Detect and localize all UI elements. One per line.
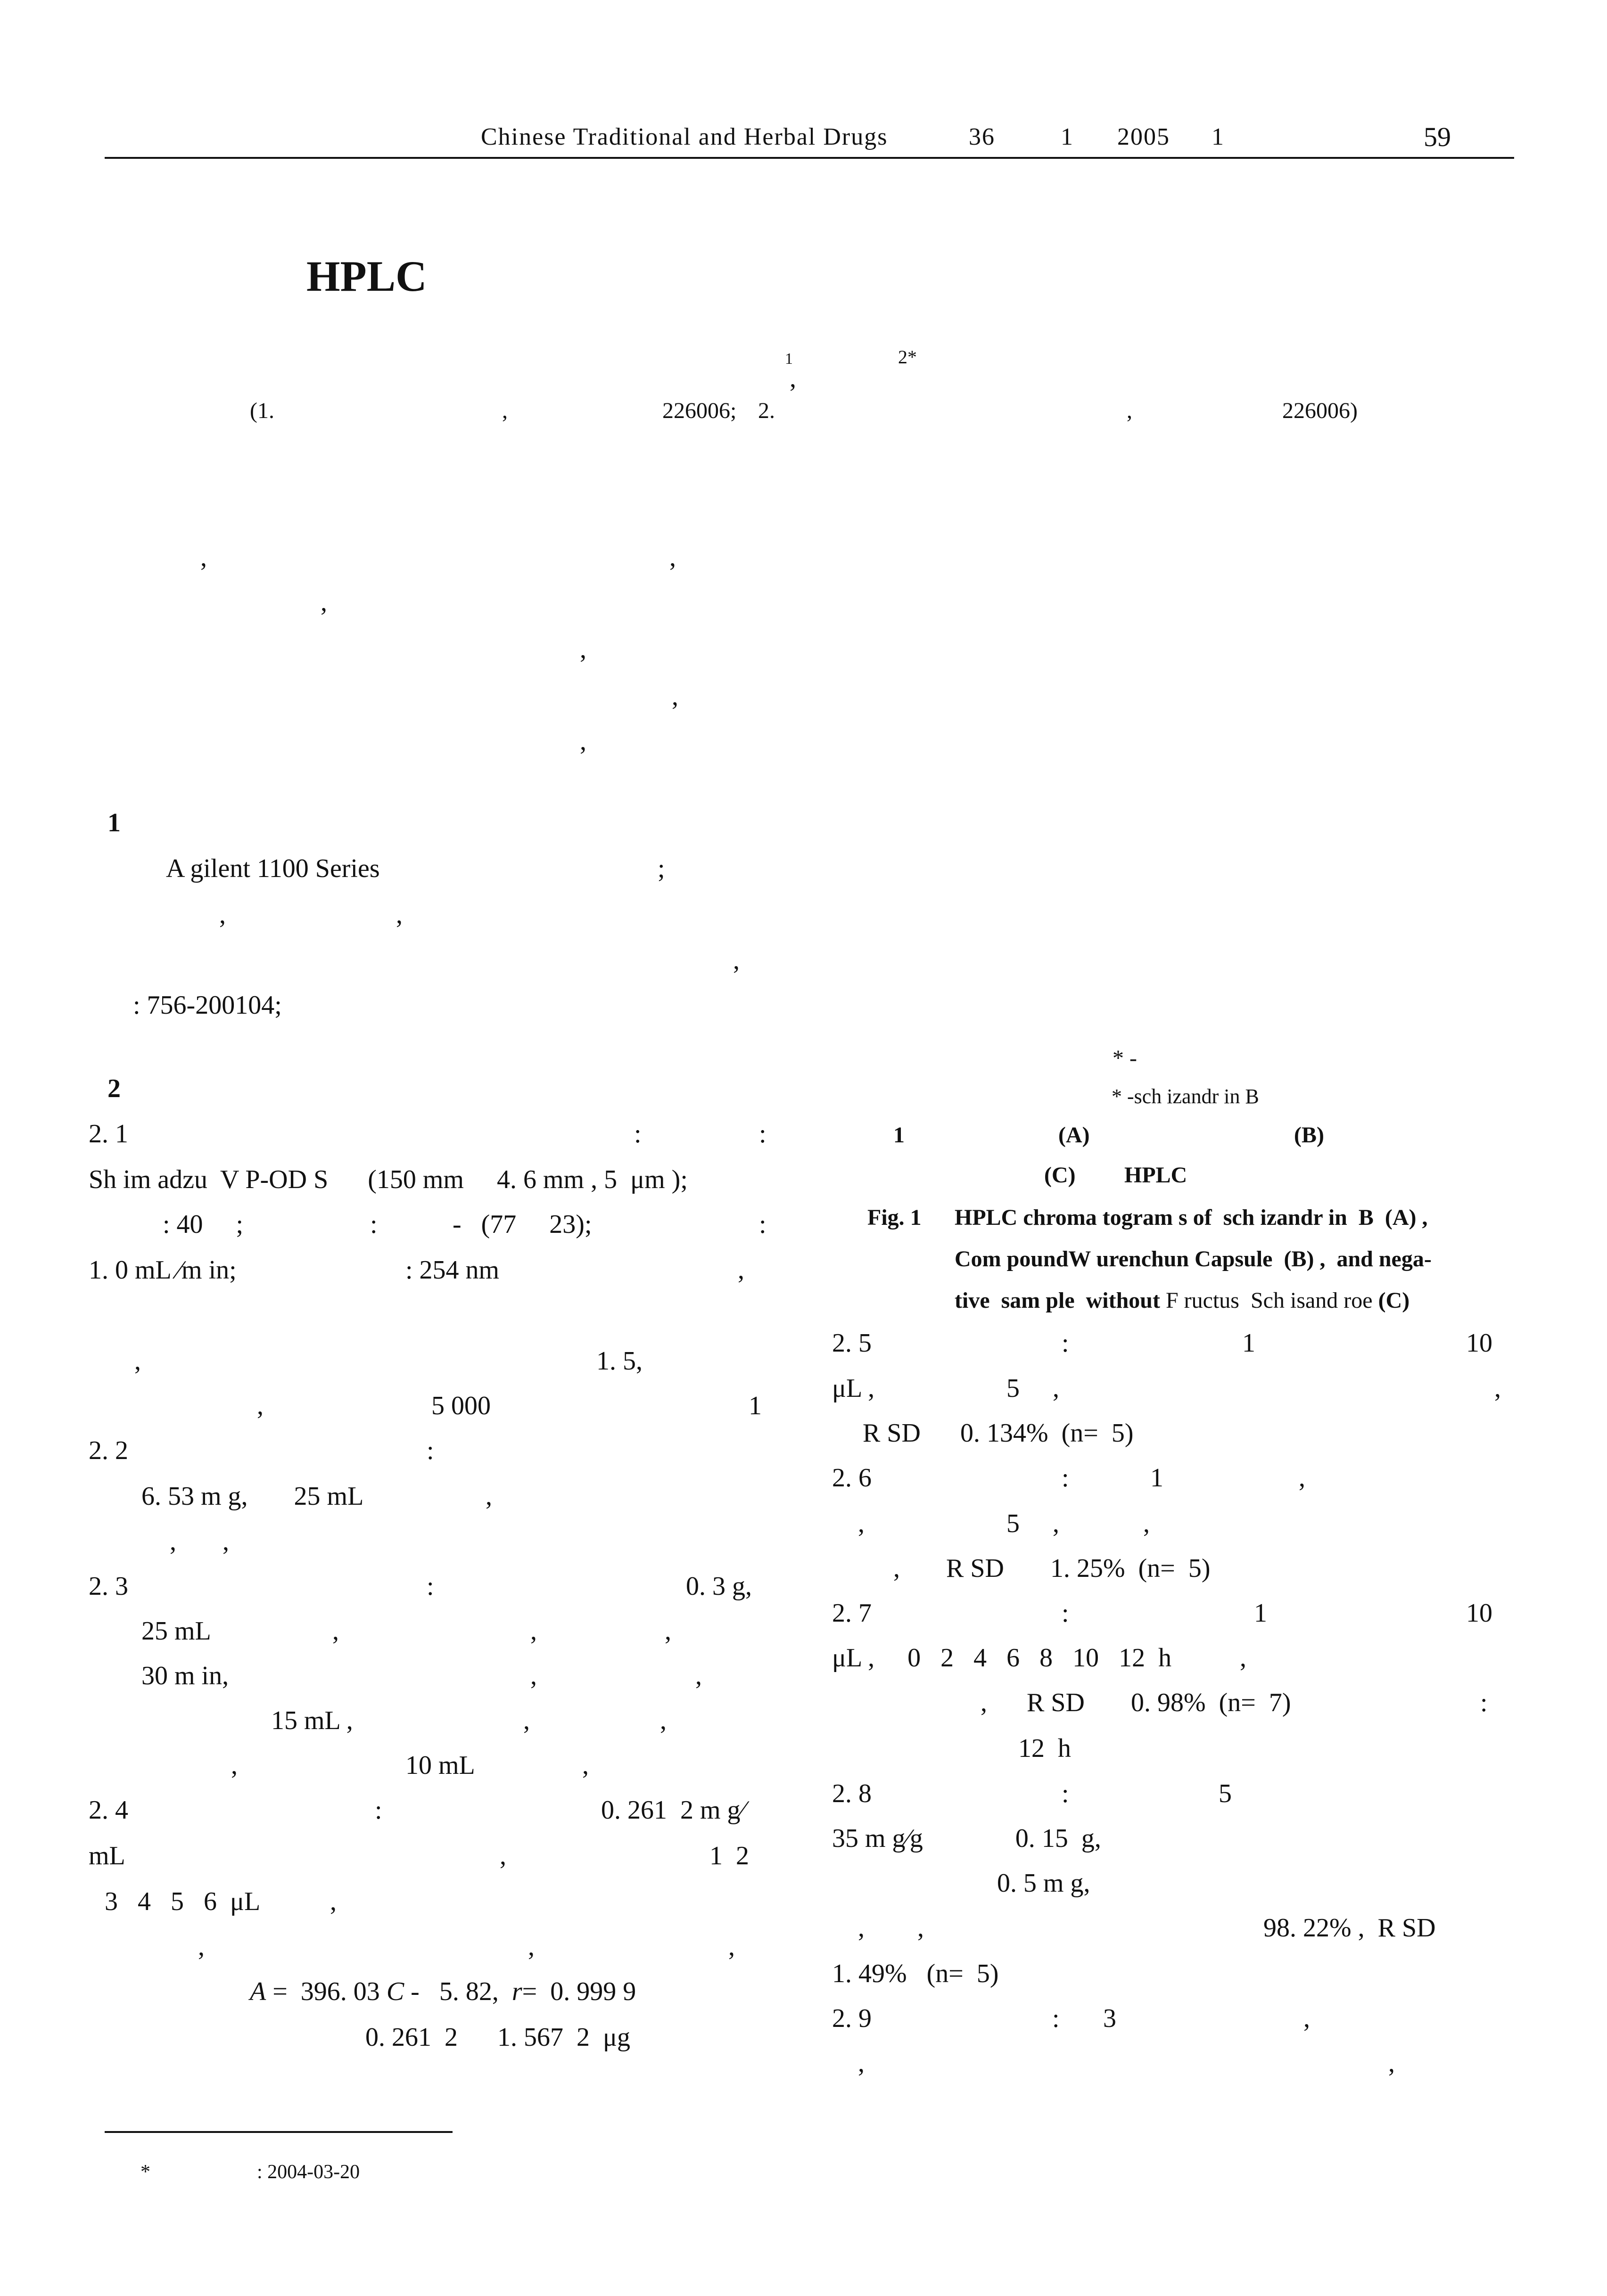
injection-volumes: 3 4 5 6 μL [105, 1887, 261, 1916]
author-sup-1: 1 [785, 350, 793, 368]
author-comma: , [790, 364, 796, 393]
subsection-number: 2. 3 [89, 1572, 128, 1601]
repeat-count: 5 , [1006, 1374, 1059, 1403]
punct: , [733, 946, 740, 975]
volume: 15 mL , [271, 1706, 353, 1735]
punct: , [523, 1706, 530, 1735]
caption-label-b: (B) [1294, 1123, 1324, 1148]
page-number: 59 [1424, 122, 1451, 152]
subsection-number: 2. 2 [89, 1436, 128, 1465]
punct: , [858, 2049, 865, 2078]
footnote-star: * [140, 2161, 150, 2183]
journal-name: Chinese Traditional and Herbal Drugs [481, 123, 888, 150]
eq-part: = 0. 999 9 [522, 1977, 636, 2006]
punct: , [257, 1391, 264, 1420]
punct: , [1240, 1643, 1246, 1673]
affiliation-comma-2: , [1127, 398, 1132, 423]
volume: 25 mL [141, 1616, 211, 1646]
punct: , [728, 1932, 735, 1961]
punct: : [370, 1210, 378, 1239]
rsd-precision: R SD 0. 134% (n= 5) [863, 1419, 1134, 1448]
abstract-punct: , [200, 543, 207, 572]
sample-amount: 0. 3 g, [686, 1572, 752, 1601]
wavelength: : 254 nm [405, 1255, 500, 1285]
punct: , [231, 1751, 238, 1780]
var-c: C [386, 1977, 404, 2006]
affiliation-zip-1: 226006; [662, 398, 737, 423]
punct: , [1388, 2049, 1395, 2078]
punct: , [486, 1482, 492, 1511]
punct: : [1062, 1463, 1069, 1492]
subsection-number: 2. 6 [832, 1463, 872, 1492]
abstract-punct: , [580, 727, 586, 756]
var-a: A [250, 1977, 266, 2006]
punct: : [1062, 1779, 1069, 1808]
temperature: : 40 ; [163, 1210, 244, 1239]
punct: , [582, 1751, 589, 1780]
punct: , [530, 1616, 537, 1646]
column-spec: Sh im adzu V P-OD S (150 mm 4. 6 mm , 5 μm ); [89, 1165, 688, 1194]
figure-ref: 1 [749, 1391, 762, 1420]
stability-duration: 12 h [1018, 1734, 1071, 1763]
affiliation-num-1: (1. [250, 398, 274, 423]
punct: , [1494, 1374, 1501, 1403]
abstract-punct: , [672, 682, 678, 711]
punct: : [759, 1210, 766, 1239]
recovery-amounts: 35 m g∕g 0. 15 g, [832, 1824, 1101, 1853]
punct: , [530, 1661, 537, 1690]
caption-bold: tive sam ple without [955, 1288, 1160, 1313]
year: 2005 [1117, 123, 1170, 150]
abstract-punct: , [669, 543, 676, 572]
abstract-punct: , [321, 588, 327, 617]
number: 1 [1242, 1328, 1255, 1358]
punct: , , [858, 1913, 924, 1943]
rsd-stability: , R SD 0. 98% (n= 7) [981, 1688, 1291, 1717]
header-rule [105, 157, 1514, 159]
received-date: : 2004-03-20 [257, 2161, 360, 2183]
punct: , , [170, 1527, 229, 1556]
punct: : [759, 1119, 766, 1148]
punct: , [500, 1841, 506, 1870]
rsd-repeatability: , R SD 1. 25% (n= 5) [893, 1554, 1211, 1583]
rsd-recovery: 1. 49% (n= 5) [832, 1959, 999, 1988]
subsection-number: 2. 8 [832, 1779, 872, 1808]
section-heading: 2 [107, 1074, 121, 1103]
figure-label: * -sch izandr in B [1112, 1085, 1259, 1108]
concentration: 0. 261 2 m g∕ [601, 1796, 745, 1825]
punct: , [332, 1616, 339, 1646]
issue-number: 1 [1061, 123, 1074, 150]
duration: 30 m in, [141, 1661, 229, 1690]
punct: , [665, 1616, 671, 1646]
volume-number: 36 [969, 123, 995, 150]
section-heading: 1 [107, 808, 121, 837]
mobile-phase: - (77 23); [453, 1210, 592, 1239]
punct: , [1299, 1463, 1305, 1492]
caption-label-a: (A) [1058, 1123, 1090, 1148]
subsection-number: 2. 7 [832, 1599, 872, 1628]
flow-rate: 1. 0 mL ∕m in; [89, 1255, 237, 1285]
number: 1 [1150, 1463, 1163, 1492]
subsection-number: 2. 4 [89, 1796, 128, 1825]
punct: : [427, 1436, 434, 1465]
batch-number: : 756-200104; [133, 991, 282, 1020]
figure-label: * - [1113, 1046, 1137, 1071]
punct: , [738, 1255, 744, 1285]
resolution: 1. 5, [596, 1346, 643, 1376]
linear-range: 0. 261 2 1. 567 2 μg [365, 2023, 631, 2052]
article-title: HPLC [306, 252, 427, 300]
figure-english-caption [955, 1289, 1409, 1312]
punct: : [634, 1119, 642, 1148]
var-r: r [511, 1977, 522, 2006]
punct: , [134, 1346, 141, 1376]
caption-hplc: HPLC [1124, 1163, 1187, 1188]
caption-bold: (C) [1378, 1288, 1410, 1313]
instrument-text: A gilent 1100 Series [166, 854, 380, 883]
punct: , [219, 900, 226, 929]
punct: , [858, 1509, 865, 1538]
number: 3 [1103, 2004, 1116, 2033]
punct: : [1052, 2004, 1060, 2033]
number: 1 [1254, 1599, 1267, 1628]
number: 5 [1219, 1779, 1232, 1808]
punct: , [660, 1706, 667, 1735]
subsection-number: 2. 9 [832, 2004, 872, 2033]
eq-part: - 5. 82, [404, 1977, 512, 2006]
added-amount: 0. 5 m g, [997, 1869, 1090, 1898]
figure-english-label: Fig. 1 [867, 1205, 922, 1230]
figure-english-caption: Com poundW urenchun Capsule (B) , and nega- [955, 1246, 1432, 1271]
regression-equation [250, 1978, 636, 2005]
number: 10 [1466, 1599, 1492, 1628]
affiliation-num-2: 2. [758, 398, 775, 423]
punct: : [1062, 1599, 1069, 1628]
punct: : [427, 1572, 434, 1601]
punct: , [396, 900, 403, 929]
eq-part: = 396. 03 [266, 1977, 387, 2006]
caption-number: 1 [893, 1123, 905, 1148]
unit: mL [89, 1841, 125, 1870]
punct: , [198, 1932, 205, 1961]
affiliation-zip-2: 226006) [1282, 398, 1358, 423]
punct: , [1303, 2004, 1310, 2033]
injection-volumes: 1 2 [709, 1841, 749, 1870]
caption-plain: F ructus Sch isand roe [1160, 1288, 1378, 1313]
punct: : [1062, 1328, 1069, 1358]
punct: , [1143, 1509, 1150, 1538]
repeat-count: 5 , [1006, 1509, 1059, 1538]
punct: : [375, 1796, 382, 1825]
unit: μL , [832, 1374, 875, 1403]
author-sup-2: 2* [898, 346, 917, 368]
month: 1 [1211, 123, 1225, 150]
reference-solution: 6. 53 m g, 25 mL [141, 1482, 364, 1511]
abstract-punct: , [580, 635, 586, 664]
footnote-rule [105, 2131, 453, 2133]
punct: ; [658, 854, 665, 883]
theoretical-plates: 5 000 [431, 1391, 491, 1420]
number: 10 [1466, 1328, 1492, 1358]
figure-english-caption: HPLC chroma togram s of sch izandr in B (A) , [955, 1205, 1428, 1230]
volume: 10 mL [405, 1751, 475, 1780]
affiliation-comma-1: , [502, 398, 508, 423]
recovery-rate: 98. 22% , R SD [1263, 1913, 1436, 1943]
punct: , [528, 1932, 535, 1961]
caption-label-c: (C) [1044, 1163, 1076, 1188]
punct: , [330, 1887, 337, 1916]
time-points: μL , 0 2 4 6 8 10 12 h [832, 1643, 1172, 1673]
punct: : [1480, 1688, 1488, 1717]
subsection-number: 2. 5 [832, 1328, 872, 1358]
subsection-number: 2. 1 [89, 1119, 128, 1148]
punct: , [695, 1661, 702, 1690]
